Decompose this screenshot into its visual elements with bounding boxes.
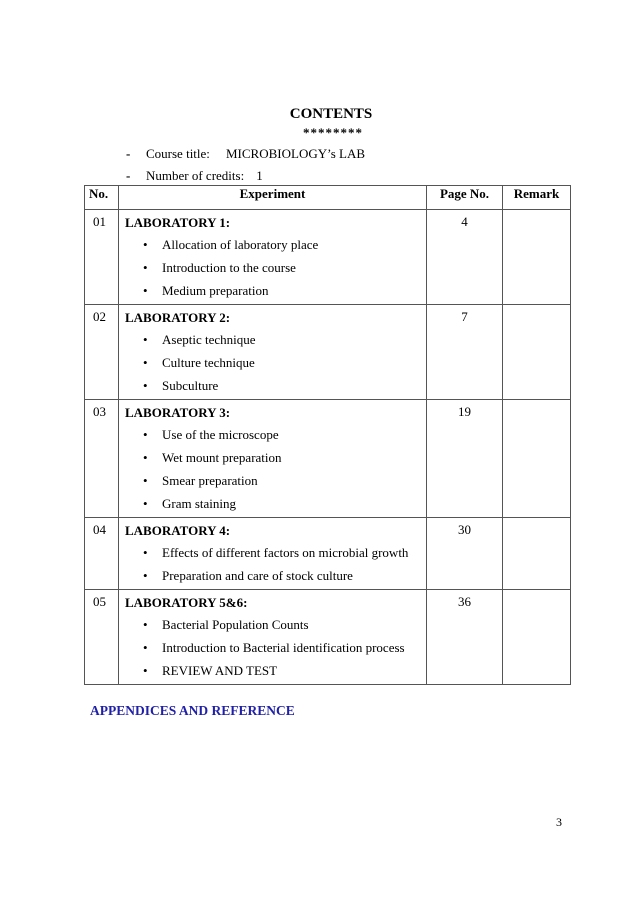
course-title-line <box>126 146 365 162</box>
page-number: 3 <box>556 815 562 829</box>
lab-title: LABORATORY 4: <box>125 523 231 538</box>
list-item: • Wet mount preparation <box>125 446 422 469</box>
bullet-icon: • <box>143 617 148 632</box>
remark-cell <box>503 305 571 400</box>
bullet-icon: • <box>143 473 148 488</box>
bullet-icon: • <box>143 332 148 347</box>
header-remark: Remark <box>503 186 571 210</box>
course-title-label: Course title: <box>146 146 210 161</box>
credits-line <box>126 168 263 184</box>
list-item: • Allocation of laboratory place <box>125 233 422 256</box>
lab-title: LABORATORY 5&6: <box>125 595 248 610</box>
row-number: 03 <box>85 400 119 518</box>
remark-cell <box>503 400 571 518</box>
experiment-cell <box>119 590 427 685</box>
bullet-icon: • <box>143 283 148 298</box>
bullet-icon: • <box>143 260 148 275</box>
bullet-icon: • <box>143 496 148 511</box>
bullet-icon: • <box>143 427 148 442</box>
table-header-row <box>85 186 571 210</box>
list-item: • Culture technique <box>125 351 422 374</box>
list-item: • Introduction to Bacterial identification process <box>125 636 422 659</box>
list-item: • REVIEW AND TEST <box>125 659 422 682</box>
remark-cell <box>503 590 571 685</box>
bullet-icon: • <box>143 545 148 560</box>
topic-list <box>125 541 422 587</box>
topic-list <box>125 233 422 302</box>
bullet-icon: • <box>143 568 148 583</box>
contents-table <box>84 185 571 685</box>
credits-label: Number of credits: <box>146 168 245 183</box>
lab-title: LABORATORY 3: <box>125 405 231 420</box>
header-page: Page No. <box>427 186 503 210</box>
row-number: 01 <box>85 210 119 305</box>
table-row <box>85 400 571 518</box>
experiment-cell <box>119 400 427 518</box>
list-item: • Smear preparation <box>125 469 422 492</box>
remark-cell <box>503 210 571 305</box>
page-number-cell: 36 <box>427 590 503 685</box>
header-no: No. <box>85 186 119 210</box>
lab-title: LABORATORY 1: <box>125 215 231 230</box>
appendices-heading: APPENDICES AND REFERENCE <box>90 703 295 718</box>
list-item: • Medium preparation <box>125 279 422 302</box>
bullet-icon: • <box>143 450 148 465</box>
topic-list <box>125 328 422 397</box>
title-stars: ******** <box>303 125 363 140</box>
bullet-icon: • <box>143 237 148 252</box>
row-number: 05 <box>85 590 119 685</box>
row-number: 02 <box>85 305 119 400</box>
list-item: • Introduction to the course <box>125 256 422 279</box>
topic-list <box>125 613 422 682</box>
credits-value: 1 <box>256 168 263 183</box>
dash-marker: - <box>126 146 131 161</box>
course-title-value: MICROBIOLOGY’s LAB <box>226 146 366 161</box>
remark-cell <box>503 518 571 590</box>
row-number: 04 <box>85 518 119 590</box>
list-item: • Effects of different factors on microbial growth <box>125 541 422 564</box>
lab-title: LABORATORY 2: <box>125 310 231 325</box>
experiment-cell <box>119 518 427 590</box>
list-item: • Subculture <box>125 374 422 397</box>
dash-marker: - <box>126 168 131 183</box>
list-item: • Gram staining <box>125 492 422 515</box>
list-item: • Bacterial Population Counts <box>125 613 422 636</box>
page-number-cell: 7 <box>427 305 503 400</box>
table-row <box>85 305 571 400</box>
bullet-icon: • <box>143 640 148 655</box>
experiment-cell <box>119 305 427 400</box>
experiment-cell <box>119 210 427 305</box>
list-item: • Preparation and care of stock culture <box>125 564 422 587</box>
list-item: • Aseptic technique <box>125 328 422 351</box>
header-experiment: Experiment <box>119 186 427 210</box>
table-row <box>85 210 571 305</box>
page-title: CONTENTS <box>289 106 373 122</box>
page-number-cell: 19 <box>427 400 503 518</box>
table-row <box>85 590 571 685</box>
page-number-cell: 4 <box>427 210 503 305</box>
topic-list <box>125 423 422 515</box>
list-item: • Use of the microscope <box>125 423 422 446</box>
bullet-icon: • <box>143 355 148 370</box>
bullet-icon: • <box>143 663 148 678</box>
page-number-cell: 30 <box>427 518 503 590</box>
bullet-icon: • <box>143 378 148 393</box>
table-row <box>85 518 571 590</box>
